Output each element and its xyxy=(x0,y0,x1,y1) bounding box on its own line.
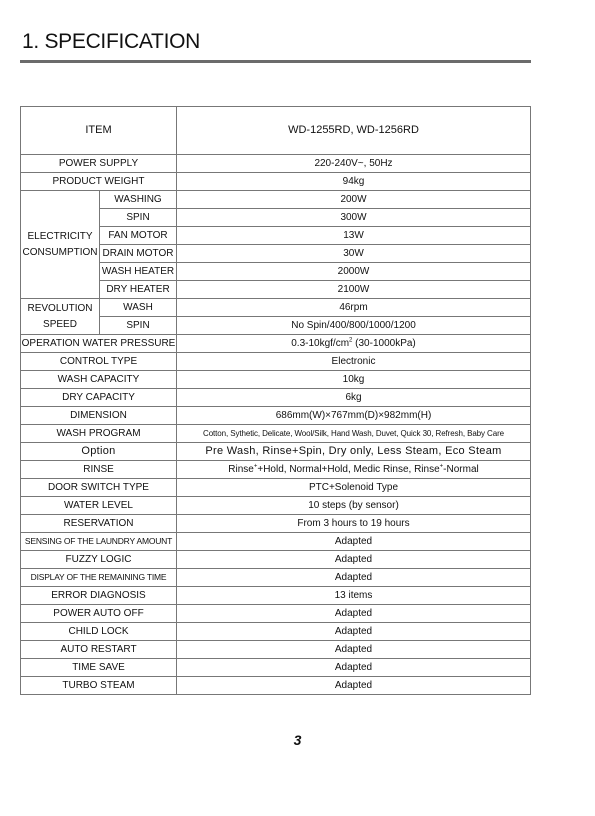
sub-label: SPIN xyxy=(100,209,177,227)
row-label: PRODUCT WEIGHT xyxy=(21,173,177,191)
row-label: RESERVATION xyxy=(21,515,177,533)
row-value: Adapted xyxy=(177,623,531,641)
sub-label: FAN MOTOR xyxy=(100,227,177,245)
row-value: Adapted xyxy=(177,605,531,623)
table-row xyxy=(21,551,531,569)
row-label: DISPLAY OF THE REMAINING TIME xyxy=(21,569,177,587)
table-row xyxy=(21,371,531,389)
row-value: 13W xyxy=(177,227,531,245)
row-value: Adapted xyxy=(177,677,531,695)
table-row xyxy=(21,299,531,317)
row-label: SENSING OF THE LAUNDRY AMOUNT xyxy=(21,533,177,551)
page-title: 1. SPECIFICATION xyxy=(22,30,201,53)
pressure-superscript: 2 xyxy=(349,337,353,344)
row-value: 13 items xyxy=(177,587,531,605)
specification-table xyxy=(20,106,531,695)
title-underline xyxy=(20,60,531,63)
table-row xyxy=(21,587,531,605)
row-value: Cotton, Sythetic, Delicate, Wool/Silk, Hand Wash, Duvet, Quick 30, Refresh, Baby Care xyxy=(177,425,531,443)
table-row xyxy=(21,461,531,479)
table-row xyxy=(21,155,531,173)
row-label: OPERATION WATER PRESSURE xyxy=(21,335,177,353)
table-row xyxy=(21,407,531,425)
row-value: 2100W xyxy=(177,281,531,299)
group-label-line1: REVOLUTION xyxy=(27,302,93,314)
row-label: TURBO STEAM xyxy=(21,677,177,695)
row-value: From 3 hours to 19 hours xyxy=(177,515,531,533)
row-label: POWER SUPPLY xyxy=(21,155,177,173)
sub-label: DRY HEATER xyxy=(100,281,177,299)
model-header: WD-1255RD, WD-1256RD xyxy=(177,107,531,155)
table-row xyxy=(21,515,531,533)
row-value: 94kg xyxy=(177,173,531,191)
table-row xyxy=(21,173,531,191)
table-row xyxy=(21,353,531,371)
table-row xyxy=(21,659,531,677)
sub-label: WASHING xyxy=(100,191,177,209)
pressure-kpa: (30-1000kPa) xyxy=(352,338,416,349)
row-value: 10kg xyxy=(177,371,531,389)
row-label: WATER LEVEL xyxy=(21,497,177,515)
row-label: AUTO RESTART xyxy=(21,641,177,659)
row-value: 6kg xyxy=(177,389,531,407)
table-row xyxy=(21,389,531,407)
revolution-speed-group xyxy=(21,299,100,335)
row-label: WASH PROGRAM xyxy=(21,425,177,443)
table-row xyxy=(21,569,531,587)
pressure-value: 0.3-10kgf/cm xyxy=(291,338,350,349)
row-label: FUZZY LOGIC xyxy=(21,551,177,569)
table-row xyxy=(21,623,531,641)
table-row xyxy=(21,479,531,497)
row-label: DOOR SWITCH TYPE xyxy=(21,479,177,497)
row-label: ERROR DIAGNOSIS xyxy=(21,587,177,605)
row-value: PTC+Solenoid Type xyxy=(177,479,531,497)
row-value: Adapted xyxy=(177,641,531,659)
row-value: 2000W xyxy=(177,263,531,281)
table-row xyxy=(21,425,531,443)
group-label-line1: ELECTRICITY xyxy=(27,230,93,242)
row-value xyxy=(177,335,531,353)
row-value: 220-240V~, 50Hz xyxy=(177,155,531,173)
row-label: Option xyxy=(21,443,177,461)
item-header: ITEM xyxy=(21,107,177,155)
row-label: CHILD LOCK xyxy=(21,623,177,641)
row-value: Adapted xyxy=(177,659,531,677)
sub-label: WASH HEATER xyxy=(100,263,177,281)
row-value: Adapted xyxy=(177,569,531,587)
table-row xyxy=(21,443,531,461)
table-row xyxy=(21,533,531,551)
row-value: Adapted xyxy=(177,551,531,569)
row-label: POWER AUTO OFF xyxy=(21,605,177,623)
table-row xyxy=(21,677,531,695)
sub-label: WASH xyxy=(100,299,177,317)
group-label-line2: CONSUMPTION xyxy=(22,246,98,258)
row-label: DIMENSION xyxy=(21,407,177,425)
row-value: Electronic xyxy=(177,353,531,371)
row-value: 300W xyxy=(177,209,531,227)
row-value: 200W xyxy=(177,191,531,209)
row-value: 686mm(W)×767mm(D)×982mm(H) xyxy=(177,407,531,425)
table-row xyxy=(21,497,531,515)
rinse-superscript: + xyxy=(439,463,444,470)
row-label: CONTROL TYPE xyxy=(21,353,177,371)
row-value xyxy=(177,461,531,479)
row-label: RINSE xyxy=(21,461,177,479)
row-value: 10 steps (by sensor) xyxy=(177,497,531,515)
sub-label: DRAIN MOTOR xyxy=(100,245,177,263)
group-label-line2: SPEED xyxy=(43,318,77,330)
rinse-text: Rinse xyxy=(228,464,254,475)
table-row xyxy=(21,641,531,659)
rinse-text: -Normal xyxy=(443,464,479,475)
table-row xyxy=(21,605,531,623)
row-value: Adapted xyxy=(177,533,531,551)
row-label: DRY CAPACITY xyxy=(21,389,177,407)
row-value: No Spin/400/800/1000/1200 xyxy=(177,317,531,335)
electricity-consumption-group xyxy=(21,191,100,299)
rinse-text: +Hold, Normal+Hold, Medic Rinse, Rinse xyxy=(257,464,440,475)
sub-label: SPIN xyxy=(100,317,177,335)
row-label: WASH CAPACITY xyxy=(21,371,177,389)
row-value: Pre Wash, Rinse+Spin, Dry only, Less Steam, Eco Steam xyxy=(177,443,531,461)
table-header-row xyxy=(21,107,531,155)
page-number: 3 xyxy=(293,732,302,748)
table-row xyxy=(21,191,531,209)
row-value: 30W xyxy=(177,245,531,263)
rinse-superscript: + xyxy=(253,463,258,470)
table-row xyxy=(21,335,531,353)
row-label: TIME SAVE xyxy=(21,659,177,677)
row-value: 46rpm xyxy=(177,299,531,317)
